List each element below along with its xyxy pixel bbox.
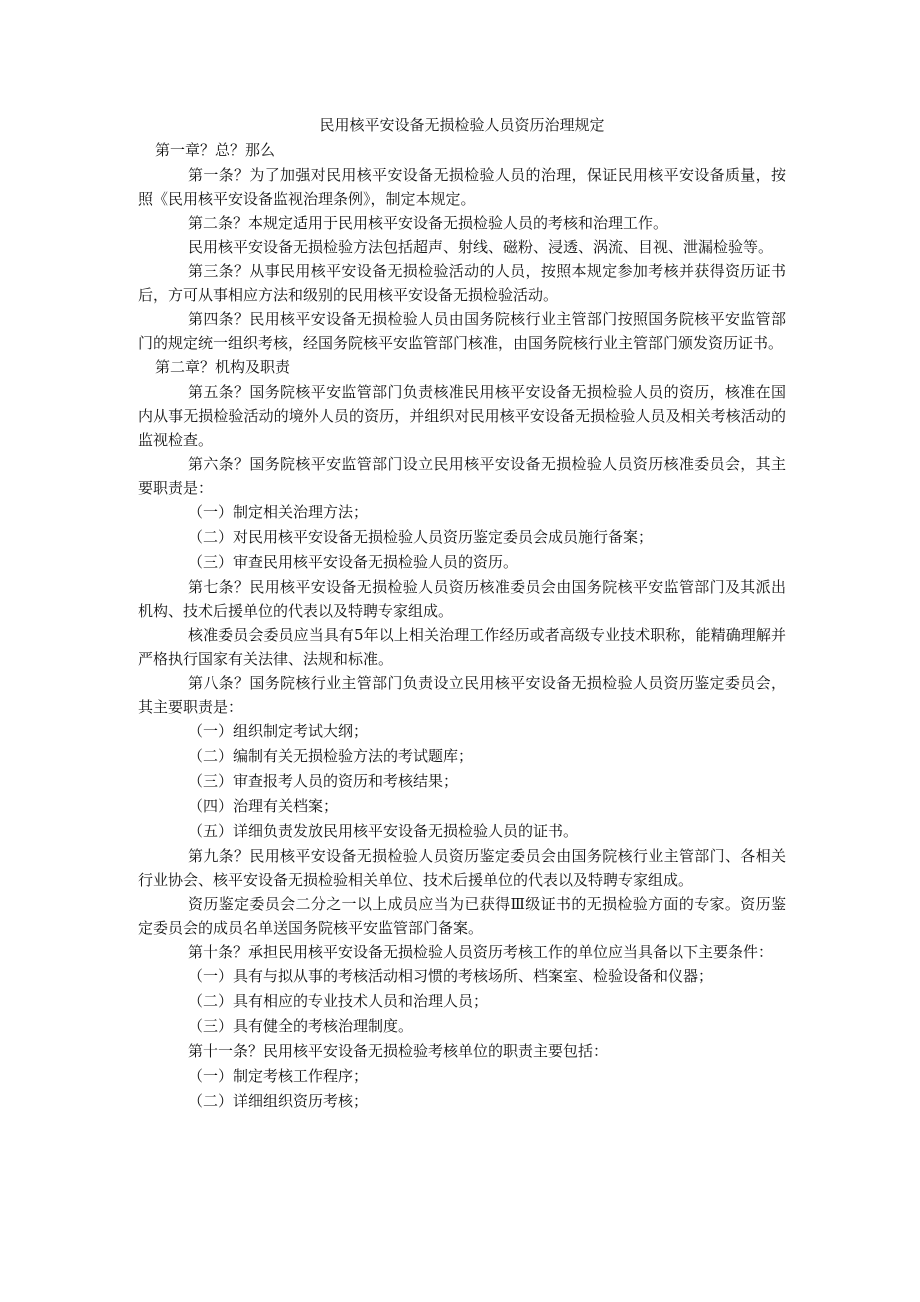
article-paragraph: 第三条？从事民用核平安设备无损检验活动的人员，按照本规定参加考核并获得资历证书后，方可从事相应方法和级别的民用核平安设备无损检验活动。 — [138, 262, 786, 304]
list-item: （四）治理有关档案； — [188, 797, 339, 815]
article-paragraph: 第四条？民用核平安设备无损检验人员由国务院核行业主管部门按照国务院核平安监管部门的规定统一组织考核，经国务院核平安监管部门核准，由国务院核行业主管部门颁发资历证书。 — [138, 310, 786, 352]
list-item: （二）具有相应的专业技术人员和治理人员； — [188, 992, 489, 1010]
list-item: （一）具有与拟从事的考核活动相习惯的考核场所、档案室、检验设备和仪器； — [188, 967, 714, 985]
list-item: （三）审查民用核平安设备无损检验人员的资历。 — [188, 553, 519, 571]
article-paragraph: 民用核平安设备无损检验方法包括超声、射线、磁粉、浸透、涡流、目视、泄漏检验等。 — [188, 238, 774, 256]
article-paragraph: 第七条？民用核平安设备无损检验人员资历核准委员会由国务院核平安监管部门及其派出机构、技术后援单位的代表以及特聘专家组成。 — [138, 578, 786, 620]
document-page — [138, 113, 786, 1114]
chapter-heading: 第一章？总？那么 — [155, 141, 276, 159]
document-title: 民用核平安设备无损检验人员资历治理规定 — [319, 116, 605, 134]
list-item: （二）对民用核平安设备无损检验人员资历鉴定委员会成员施行备案； — [188, 528, 654, 546]
list-item: （五）详细负责发放民用核平安设备无损检验人员的证书。 — [188, 822, 579, 840]
list-item: （三）具有健全的考核治理制度。 — [188, 1017, 414, 1035]
list-item: （三）审查报考人员的资历和考核结果； — [188, 772, 459, 790]
list-item: （一）制定相关治理方法； — [188, 503, 369, 521]
article-paragraph: 核准委员会委员应当具有5年以上相关治理工作经历或者高级专业技术职称，能精确理解并严格执行国家有关法律、法规和标准。 — [138, 626, 786, 668]
article-paragraph: 第二条？本规定适用于民用核平安设备无损检验人员的考核和治理工作。 — [188, 214, 669, 232]
list-item: （二）编制有关无损检验方法的考试题库； — [188, 747, 474, 765]
list-item: 第十一条？民用核平安设备无损检验考核单位的职责主要包括： — [188, 1042, 609, 1060]
list-item: （一）组织制定考试大纲； — [188, 722, 369, 740]
article-paragraph: 第六条？国务院核平安监管部门设立民用核平安设备无损检验人员资历核准委员会，其主要职责是： — [138, 455, 786, 497]
list-item: （二）详细组织资历考核； — [188, 1092, 369, 1110]
article-paragraph: 第一条？为了加强对民用核平安设备无损检验人员的治理，保证民用核平安设备质量，按照《民用核平安设备监视治理条例》，制定本规定。 — [138, 166, 786, 208]
document-body — [138, 138, 786, 1114]
article-paragraph: 第九条？民用核平安设备无损检验人员资历鉴定委员会由国务院核行业主管部门、各相关行业协会、核平安设备无损检验相关单位、技术后援单位的代表以及特聘专家组成。 — [138, 847, 786, 889]
article-paragraph: 资历鉴定委员会二分之一以上成员应当为已获得Ⅲ级证书的无损检验方面的专家。资历鉴定委员会的成员名单送国务院核平安监管部门备案。 — [138, 895, 786, 937]
article-paragraph: 第十条？承担民用核平安设备无损检验人员资历考核工作的单位应当具备以下主要条件： — [188, 943, 774, 961]
article-paragraph: 第五条？国务院核平安监管部门负责核准民用核平安设备无损检验人员的资历，核准在国内从事无损检验活动的境外人员的资历，并组织对民用核平安设备无损检验人员及相关考核活动的监视检查。 — [138, 383, 786, 449]
article-paragraph: 第八条？国务院核行业主管部门负责设立民用核平安设备无损检验人员资历鉴定委员会，其主要职责是： — [138, 674, 786, 716]
chapter-heading: 第二章？机构及职责 — [155, 358, 291, 376]
list-item: （一）制定考核工作程序； — [188, 1067, 369, 1085]
